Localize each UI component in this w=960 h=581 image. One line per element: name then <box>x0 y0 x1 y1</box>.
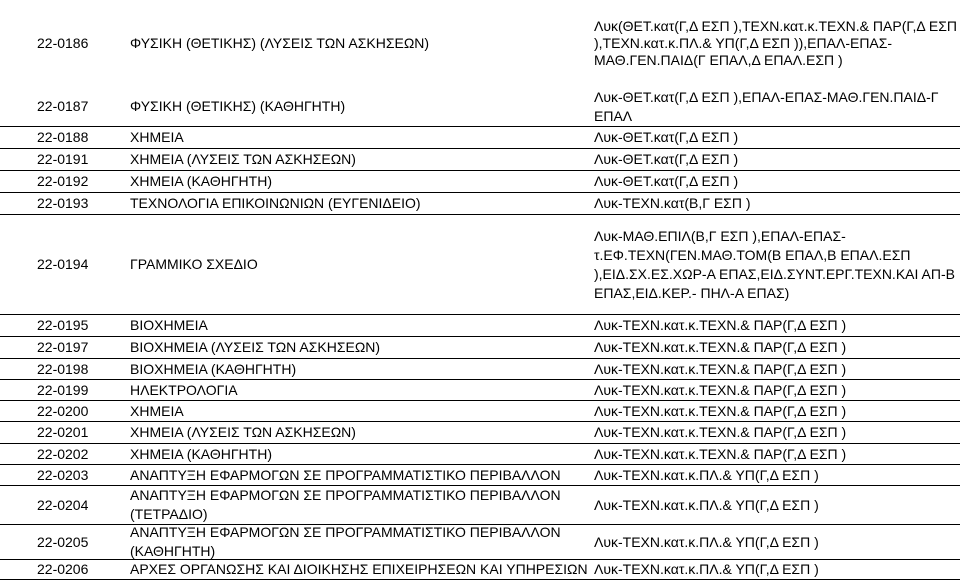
item-notes: Λυκ-ΘΕΤ.κατ(Γ,Δ ΕΣΠ ) <box>594 173 739 189</box>
table-row <box>0 0 960 87</box>
item-code: 22-0186 <box>37 35 89 51</box>
table-row <box>0 443 960 464</box>
item-title: ΒΙΟΧΗΜΕΙΑ (ΚΑΘΗΓΗΤΗ) <box>130 360 297 377</box>
note-line: ),ΕΙΔ.ΣΧ.ΕΣ.ΧΩΡ-Α ΕΠΑΣ,ΕΙΔ.ΣΥΝΤ.ΕΡΓ.ΤΕΧΝ.ΚΑΙ ΑΠ-Β <box>594 265 955 282</box>
table-row <box>0 421 960 443</box>
note-line: ),ΤΕΧΝ.κατ.κ.ΠΛ.& ΥΠ(Γ,Δ ΕΣΠ )),ΕΠΑΛ-ΕΠΑΣ- <box>594 35 893 51</box>
item-code: 22-0199 <box>37 381 89 398</box>
item-notes: Λυκ-ΤΕΧΝ.κατ.κ.ΤΕΧΝ.& ΠΑΡ(Γ,Δ ΕΣΠ ) <box>594 317 847 333</box>
item-code: 22-0195 <box>37 317 89 333</box>
item-notes: Λυκ-ΤΕΧΝ.κατ.κ.ΠΛ.& ΥΠ(Γ,Δ ΕΣΠ ) <box>594 561 819 577</box>
item-title: ΦΥΣΙΚΗ (ΘΕΤΙΚΗΣ) (ΚΑΘΗΓΗΤΗ) <box>130 98 346 114</box>
note-line: Λυκ(ΘΕΤ.κατ(Γ,Δ ΕΣΠ ),ΤΕΧΝ.κατ.κ.ΤΕΧΝ.& ΠΑΡ(Γ,Δ ΕΣΠ <box>594 18 957 34</box>
note-line: Λυκ-ΜΑΘ.ΕΠΙΛ(Β,Γ ΕΣΠ ),ΕΠΑΛ-ΕΠΑΣ- <box>594 227 846 244</box>
item-notes: Λυκ-ΤΕΧΝ.κατ.κ.ΤΕΧΝ.& ΠΑΡ(Γ,Δ ΕΣΠ ) <box>594 402 847 419</box>
item-code: 22-0187 <box>37 98 89 114</box>
table-row <box>0 214 960 314</box>
item-title: ΒΙΟΧΗΜΕΙΑ (ΛΥΣΕΙΣ ΤΩΝ ΑΣΚΗΣΕΩΝ) <box>130 339 381 355</box>
item-notes: Λυκ-ΤΕΧΝ.κατ.κ.ΠΛ.& ΥΠ(Γ,Δ ΕΣΠ ) <box>594 533 819 550</box>
item-code: 22-0191 <box>37 151 89 167</box>
item-notes <box>594 215 954 314</box>
item-code: 22-0203 <box>37 466 89 483</box>
item-code: 22-0201 <box>37 424 89 440</box>
item-title: ΧΗΜΕΙΑ <box>130 129 184 145</box>
title-line: (ΚΑΘΗΓΗΤΗ) <box>130 543 216 559</box>
item-title: ΧΗΜΕΙΑ (ΚΑΘΗΓΗΤΗ) <box>130 445 272 462</box>
item-code: 22-0197 <box>37 339 89 355</box>
table-row <box>0 87 960 126</box>
table-row <box>0 336 960 358</box>
item-title: ΧΗΜΕΙΑ <box>130 402 184 419</box>
note-line: Λυκ-ΘΕΤ.κατ(Γ,Δ ΕΣΠ ),ΕΠΑΛ-ΕΠΑΣ-ΜΑΘ.ΓΕΝ.ΠΑΙΔ-Γ <box>594 88 939 105</box>
item-notes: Λυκ-ΘΕΤ.κατ(Γ,Δ ΕΣΠ ) <box>594 129 739 145</box>
table-row <box>0 148 960 170</box>
item-code: 22-0193 <box>37 195 89 211</box>
item-code: 22-0202 <box>37 445 89 462</box>
item-notes: Λυκ-ΤΕΧΝ.κατ(Β,Γ ΕΣΠ ) <box>594 195 751 211</box>
item-code: 22-0198 <box>37 360 89 377</box>
item-notes: Λυκ-ΤΕΧΝ.κατ.κ.ΤΕΧΝ.& ΠΑΡ(Γ,Δ ΕΣΠ ) <box>594 445 847 462</box>
table-row <box>0 358 960 379</box>
title-line: ΑΝΑΠΤΥΞΗ ΕΦΑΡΜΟΓΩΝ ΣΕ ΠΡΟΓΡΑΜΜΑΤΙΣΤΙΚΟ ΠΕΡΙΒΑΛΛΟΝ <box>130 487 561 503</box>
item-code: 22-0192 <box>37 173 89 189</box>
item-title: ΑΡΧΕΣ ΟΡΓΑΝΩΣΗΣ ΚΑΙ ΔΙΟΙΚΗΣΗΣ ΕΠΙΧΕΙΡΗΣΕΩΝ ΚΑΙ ΥΠΗΡΕΣΙΩΝ <box>130 561 588 577</box>
item-title: ΧΗΜΕΙΑ (ΚΑΘΗΓΗΤΗ) <box>130 173 272 189</box>
item-title <box>130 525 590 559</box>
note-line: ΕΠΑΛ <box>594 107 633 124</box>
item-notes: Λυκ-ΤΕΧΝ.κατ.κ.ΤΕΧΝ.& ΠΑΡ(Γ,Δ ΕΣΠ ) <box>594 339 847 355</box>
table-row <box>0 400 960 421</box>
item-title: ΤΕΧΝΟΛΟΓΙΑ ΕΠΙΚΟΙΝΩΝΙΩΝ (ΕΥΓΕΝΙΔΕΙΟ) <box>130 195 421 211</box>
item-title <box>130 486 590 524</box>
item-title: ΗΛΕΚΤΡΟΛΟΓΙΑ <box>130 381 238 398</box>
note-line: ΜΑΘ.ΓΕΝ.ΠΑΙΔ(Γ ΕΠΑΛ,Δ ΕΠΑΛ.ΕΣΠ ) <box>594 52 843 68</box>
item-title: ΓΡΑΜΜΙΚΟ ΣΧΕΔΙΟ <box>130 256 258 272</box>
item-code: 22-0194 <box>37 256 89 272</box>
item-code: 22-0200 <box>37 402 89 419</box>
item-notes <box>594 87 954 126</box>
table-row <box>0 485 960 524</box>
item-notes: Λυκ-ΤΕΧΝ.κατ.κ.ΠΛ.& ΥΠ(Γ,Δ ΕΣΠ ) <box>594 466 819 483</box>
table-row <box>0 170 960 192</box>
table-row <box>0 524 960 559</box>
table-row <box>0 464 960 485</box>
note-line: τ.ΕΦ.ΤΕΧΝ(ΓΕΝ.ΜΑΘ.ΤΟΜ(Β ΕΠΑΛ,Β ΕΠΑΛ.ΕΣΠ <box>594 246 911 263</box>
item-notes: Λυκ-ΤΕΧΝ.κατ.κ.ΠΛ.& ΥΠ(Γ,Δ ΕΣΠ ) <box>594 496 819 513</box>
item-notes: Λυκ-ΤΕΧΝ.κατ.κ.ΤΕΧΝ.& ΠΑΡ(Γ,Δ ΕΣΠ ) <box>594 360 847 377</box>
table-row <box>0 126 960 148</box>
item-notes: Λυκ-ΤΕΧΝ.κατ.κ.ΤΕΧΝ.& ΠΑΡ(Γ,Δ ΕΣΠ ) <box>594 424 847 440</box>
item-code: 22-0205 <box>37 533 89 550</box>
item-title: ΦΥΣΙΚΗ (ΘΕΤΙΚΗΣ) (ΛΥΣΕΙΣ ΤΩΝ ΑΣΚΗΣΕΩΝ) <box>130 35 430 51</box>
item-code: 22-0206 <box>37 561 89 577</box>
table-row <box>0 379 960 400</box>
title-line: ΑΝΑΠΤΥΞΗ ΕΦΑΡΜΟΓΩΝ ΣΕ ΠΡΟΓΡΑΜΜΑΤΙΣΤΙΚΟ ΠΕΡΙΒΑΛΛΟΝ <box>130 524 561 540</box>
item-notes: Λυκ-ΘΕΤ.κατ(Γ,Δ ΕΣΠ ) <box>594 151 739 167</box>
item-title: ΑΝΑΠΤΥΞΗ ΕΦΑΡΜΟΓΩΝ ΣΕ ΠΡΟΓΡΑΜΜΑΤΙΣΤΙΚΟ ΠΕΡΙΒΑΛΛΟΝ <box>130 466 561 483</box>
item-code: 22-0188 <box>37 129 89 145</box>
table-row <box>0 192 960 214</box>
item-title: ΧΗΜΕΙΑ (ΛΥΣΕΙΣ ΤΩΝ ΑΣΚΗΣΕΩΝ) <box>130 151 356 167</box>
title-line: (ΤΕΤΡΑΔΙΟ) <box>130 506 208 522</box>
note-line: ΕΠΑΣ,ΕΙΔ.ΚΕΡ.- ΠΗΛ-Α ΕΠΑΣ) <box>594 284 790 301</box>
table-row <box>0 559 960 580</box>
item-notes: Λυκ-ΤΕΧΝ.κατ.κ.ΤΕΧΝ.& ΠΑΡ(Γ,Δ ΕΣΠ ) <box>594 381 847 398</box>
table-row <box>0 314 960 336</box>
item-code: 22-0204 <box>37 496 89 513</box>
item-title: ΒΙΟΧΗΜΕΙΑ <box>130 317 208 333</box>
item-notes <box>594 0 957 87</box>
item-title: ΧΗΜΕΙΑ (ΛΥΣΕΙΣ ΤΩΝ ΑΣΚΗΣΕΩΝ) <box>130 424 356 440</box>
